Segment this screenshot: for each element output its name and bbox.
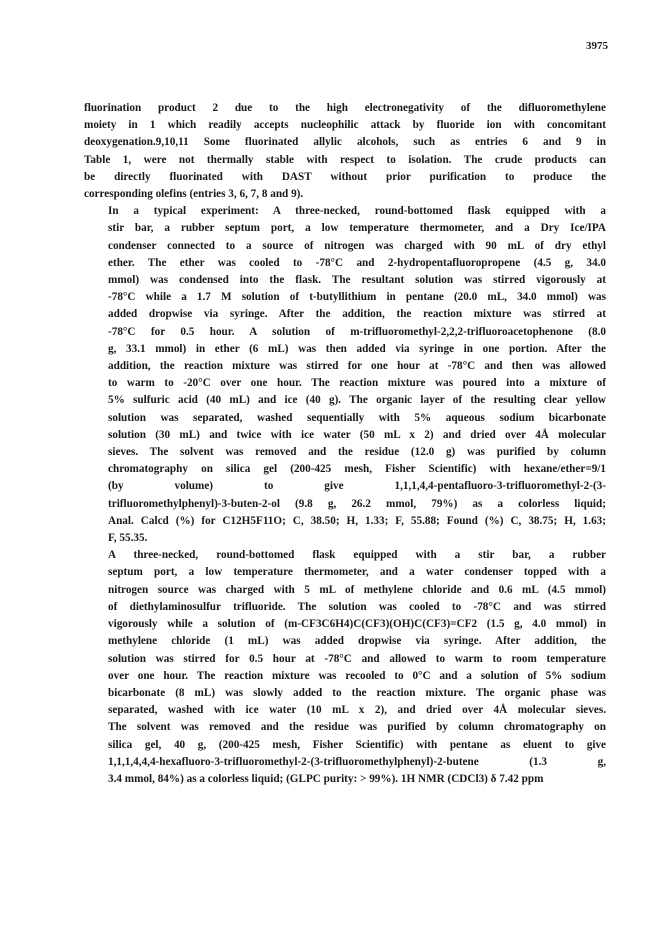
text-line: Anal. Calcd (%) for C12H5F11O; C, 38.50; H, 1.33; F, 55.88; Found (%) C, 38.75; H, 1.63; bbox=[108, 514, 606, 527]
text-line: F, 55.35. bbox=[108, 532, 148, 545]
paragraph bbox=[84, 547, 606, 788]
text-line: deoxygenation.9,10,11 Some fluorinated allylic alcohols, such as entries 6 and 9 in bbox=[84, 136, 606, 149]
text-line: ether. The ether was cooled to -78°C and 2-hydropentafluoropropene (4.5 g, 34.0 bbox=[108, 256, 606, 269]
text-line: addition, the reaction mixture was stirred for one hour at -78°C and then was allowed bbox=[108, 360, 606, 373]
text-line: vigorously while a solution of (m-CF3C6H4)C(CF3)(OH)C(CF3)=CF2 (1.5 g, 4.0 mmol) in bbox=[108, 618, 606, 631]
text-line: (by volume) to give 1,1,1,4,4-pentafluoro-3-trifluoromethyl-2-(3- bbox=[108, 480, 606, 493]
text-line: In a typical experiment: A three-necked, round-bottomed flask equipped with a bbox=[108, 205, 606, 218]
text-line: Table 1, were not thermally stable with respect to isolation. The crude products can bbox=[84, 153, 606, 166]
text-line: 3.4 mmol, 84%) as a colorless liquid; (GLPC purity: > 99%). 1H NMR (CDCl3) δ 7.42 ppm bbox=[108, 772, 544, 785]
text-line: A three-necked, round-bottomed flask equipped with a stir bar, a rubber bbox=[108, 549, 606, 562]
text-line: methylene chloride (1 mL) was added dropwise via syringe. After addition, the bbox=[108, 635, 606, 648]
text-line: The solvent was removed and the residue was purified by column chromatography on bbox=[108, 721, 606, 734]
text-line: -78°C for 0.5 hour. A solution of m-trifluoromethyl-2,2,2-trifluoroacetophenone (8.0 bbox=[108, 325, 606, 338]
paragraph bbox=[84, 203, 606, 547]
text-line: nitrogen source was charged with 5 mL of methylene chloride and 0.6 mL (4.5 mmol) bbox=[108, 583, 606, 596]
text-line: solution was separated, washed sequentially with 5% aqueous sodium bicarbonate bbox=[108, 411, 606, 424]
text-line: -78°C while a 1.7 M solution of t-butyllithium in pentane (20.0 mL, 34.0 mmol) was bbox=[108, 291, 606, 304]
text-line: over one hour. The reaction mixture was recooled to 0°C and a solution of 5% sodium bbox=[108, 669, 606, 682]
text-line: be directly fluorinated with DAST without prior purification to produce the bbox=[84, 170, 606, 183]
text-line: bicarbonate (8 mL) was slowly added to the reaction mixture. The organic phase was bbox=[108, 686, 606, 699]
text-line: septum port, a low temperature thermometer, and a water condenser topped with a bbox=[108, 566, 606, 579]
text-line: silica gel, 40 g, (200-425 mesh, Fisher Scientific) with pentane as eluent to give bbox=[108, 738, 606, 751]
text-line: stir bar, a rubber septum port, a low temperature thermometer, and a Dry Ice/IPA bbox=[108, 222, 606, 235]
text-line: to warm to -20°C over one hour. The reaction mixture was poured into a mixture of bbox=[108, 377, 606, 390]
paragraph bbox=[84, 100, 606, 203]
text-line: of diethylaminosulfur trifluoride. The solution was cooled to -78°C and was stirred bbox=[108, 600, 606, 613]
text-line: fluorination product 2 due to the high electronegativity of the difluoromethylene bbox=[84, 102, 606, 114]
text-line: moiety in 1 which readily accepts nucleophilic attack by fluoride ion with concomitant bbox=[84, 119, 606, 132]
page-number: 3975 bbox=[586, 40, 608, 52]
text-line: condenser connected to a source of nitrogen was charged with 90 mL of dry ethyl bbox=[108, 239, 606, 252]
text-line: chromatography on silica gel (200-425 mesh, Fisher Scientific) with hexane/ether=9/1 bbox=[108, 463, 606, 476]
text-line: solution (30 mL) and twice with ice water (50 mL x 2) and dried over 4Å molecular bbox=[108, 428, 606, 441]
text-line: 5% sulfuric acid (40 mL) and ice (40 g). The organic layer of the resulting clear yellow bbox=[108, 394, 606, 407]
text-line: sieves. The solvent was removed and the residue (12.0 g) was purified by column bbox=[108, 446, 606, 459]
text-line: solution was stirred for 0.5 hour at -78°C and allowed to warm to room temperature bbox=[108, 652, 606, 665]
text-line: g, 33.1 mmol) in ether (6 mL) was then added via syringe in one portion. After the bbox=[108, 342, 606, 355]
text-line: trifluoromethylphenyl)-3-buten-2-ol (9.8 g, 26.2 mmol, 79%) as a colorless liquid; bbox=[108, 497, 606, 510]
text-line: 1,1,1,4,4,4-hexafluoro-3-trifluoromethyl-2-(3-trifluoromethylphenyl)-2-butene (1.3 g, bbox=[108, 755, 606, 768]
text-line: corresponding olefins (entries 3, 6, 7, 8 and 9). bbox=[84, 188, 304, 201]
text-line: added dropwise via syringe. After the addition, the reaction mixture was stirred at bbox=[108, 308, 606, 321]
body-text bbox=[84, 100, 606, 788]
text-line: separated, washed with ice water (10 mL x 2), and dried over 4Å molecular sieves. bbox=[108, 704, 606, 717]
text-line: mmol) was condensed into the flask. The resultant solution was stirred vigorously at bbox=[108, 274, 606, 287]
